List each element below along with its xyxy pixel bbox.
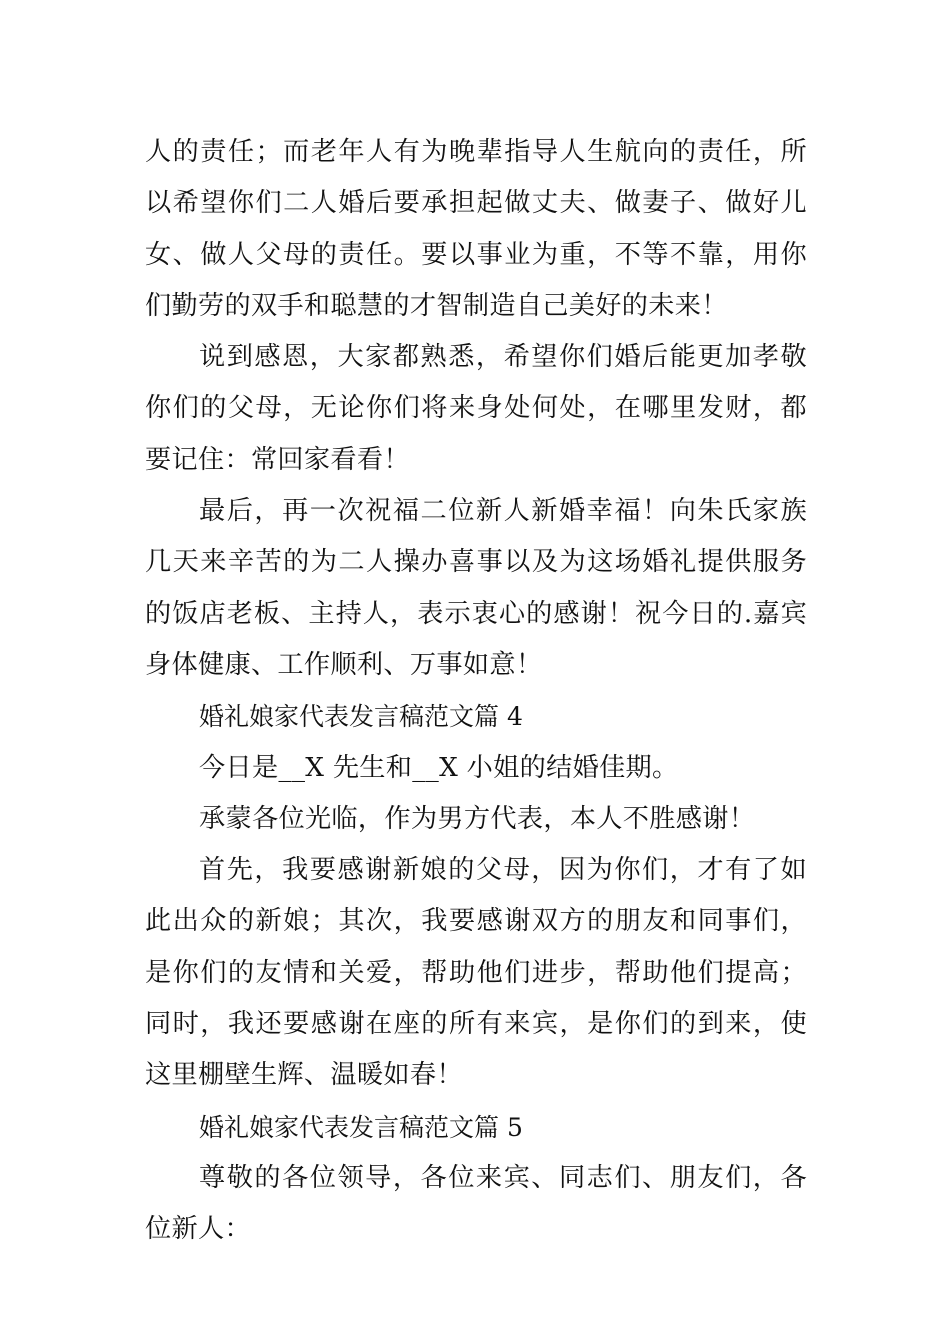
document-body (145, 127, 807, 1256)
paragraph-responsibility: 人的责任；而老年人有为晚辈指导人生航向的责任，所以希望你们二人婚后要承担起做丈夫、做妻子、做好儿女、做人父母的责任。要以事业为重，不等不靠，用你们勤劳的双手和聪慧的才智制造自己美好的未来！ (145, 137, 807, 321)
section-heading-4: 婚礼娘家代表发言稿范文篇 4 (199, 702, 523, 732)
section-heading-5: 婚礼娘家代表发言稿范文篇 5 (199, 1112, 523, 1142)
paragraph-closing-blessing: 最后，再一次祝福二位新人新婚幸福！向朱氏家族几天来辛苦的为二人操办喜事以及为这场婚礼提供服务的饭店老板、主持人，表示衷心的感谢！祝今日的.嘉宾身体健康、工作顺利、万事如意！ (145, 496, 807, 680)
paragraph-wedding-date: 今日是__X 先生和__X 小姐的结婚佳期。 (199, 752, 679, 783)
paragraph-thanks-guests: 承蒙各位光临，作为男方代表，本人不胜感谢！ (199, 803, 756, 834)
paragraph-gratitude: 说到感恩，大家都熟悉，希望你们婚后能更加孝敬你们的父母，无论你们将来身处何处，在哪里发财，都要记住：常回家看看！ (145, 342, 807, 475)
paragraph-thanks-parents-friends: 首先，我要感谢新娘的父母，因为你们，才有了如此出众的新娘；其次，我要感谢双方的朋友和同事们，是你们的友情和关爱，帮助他们进步，帮助他们提高；同时，我还要感谢在座的所有来宾，是你们的到来，使这里棚壁生辉、温暖如春！ (145, 855, 807, 1091)
paragraph-greeting: 尊敬的各位领导，各位来宾、同志们、朋友们，各位新人： (145, 1162, 807, 1245)
